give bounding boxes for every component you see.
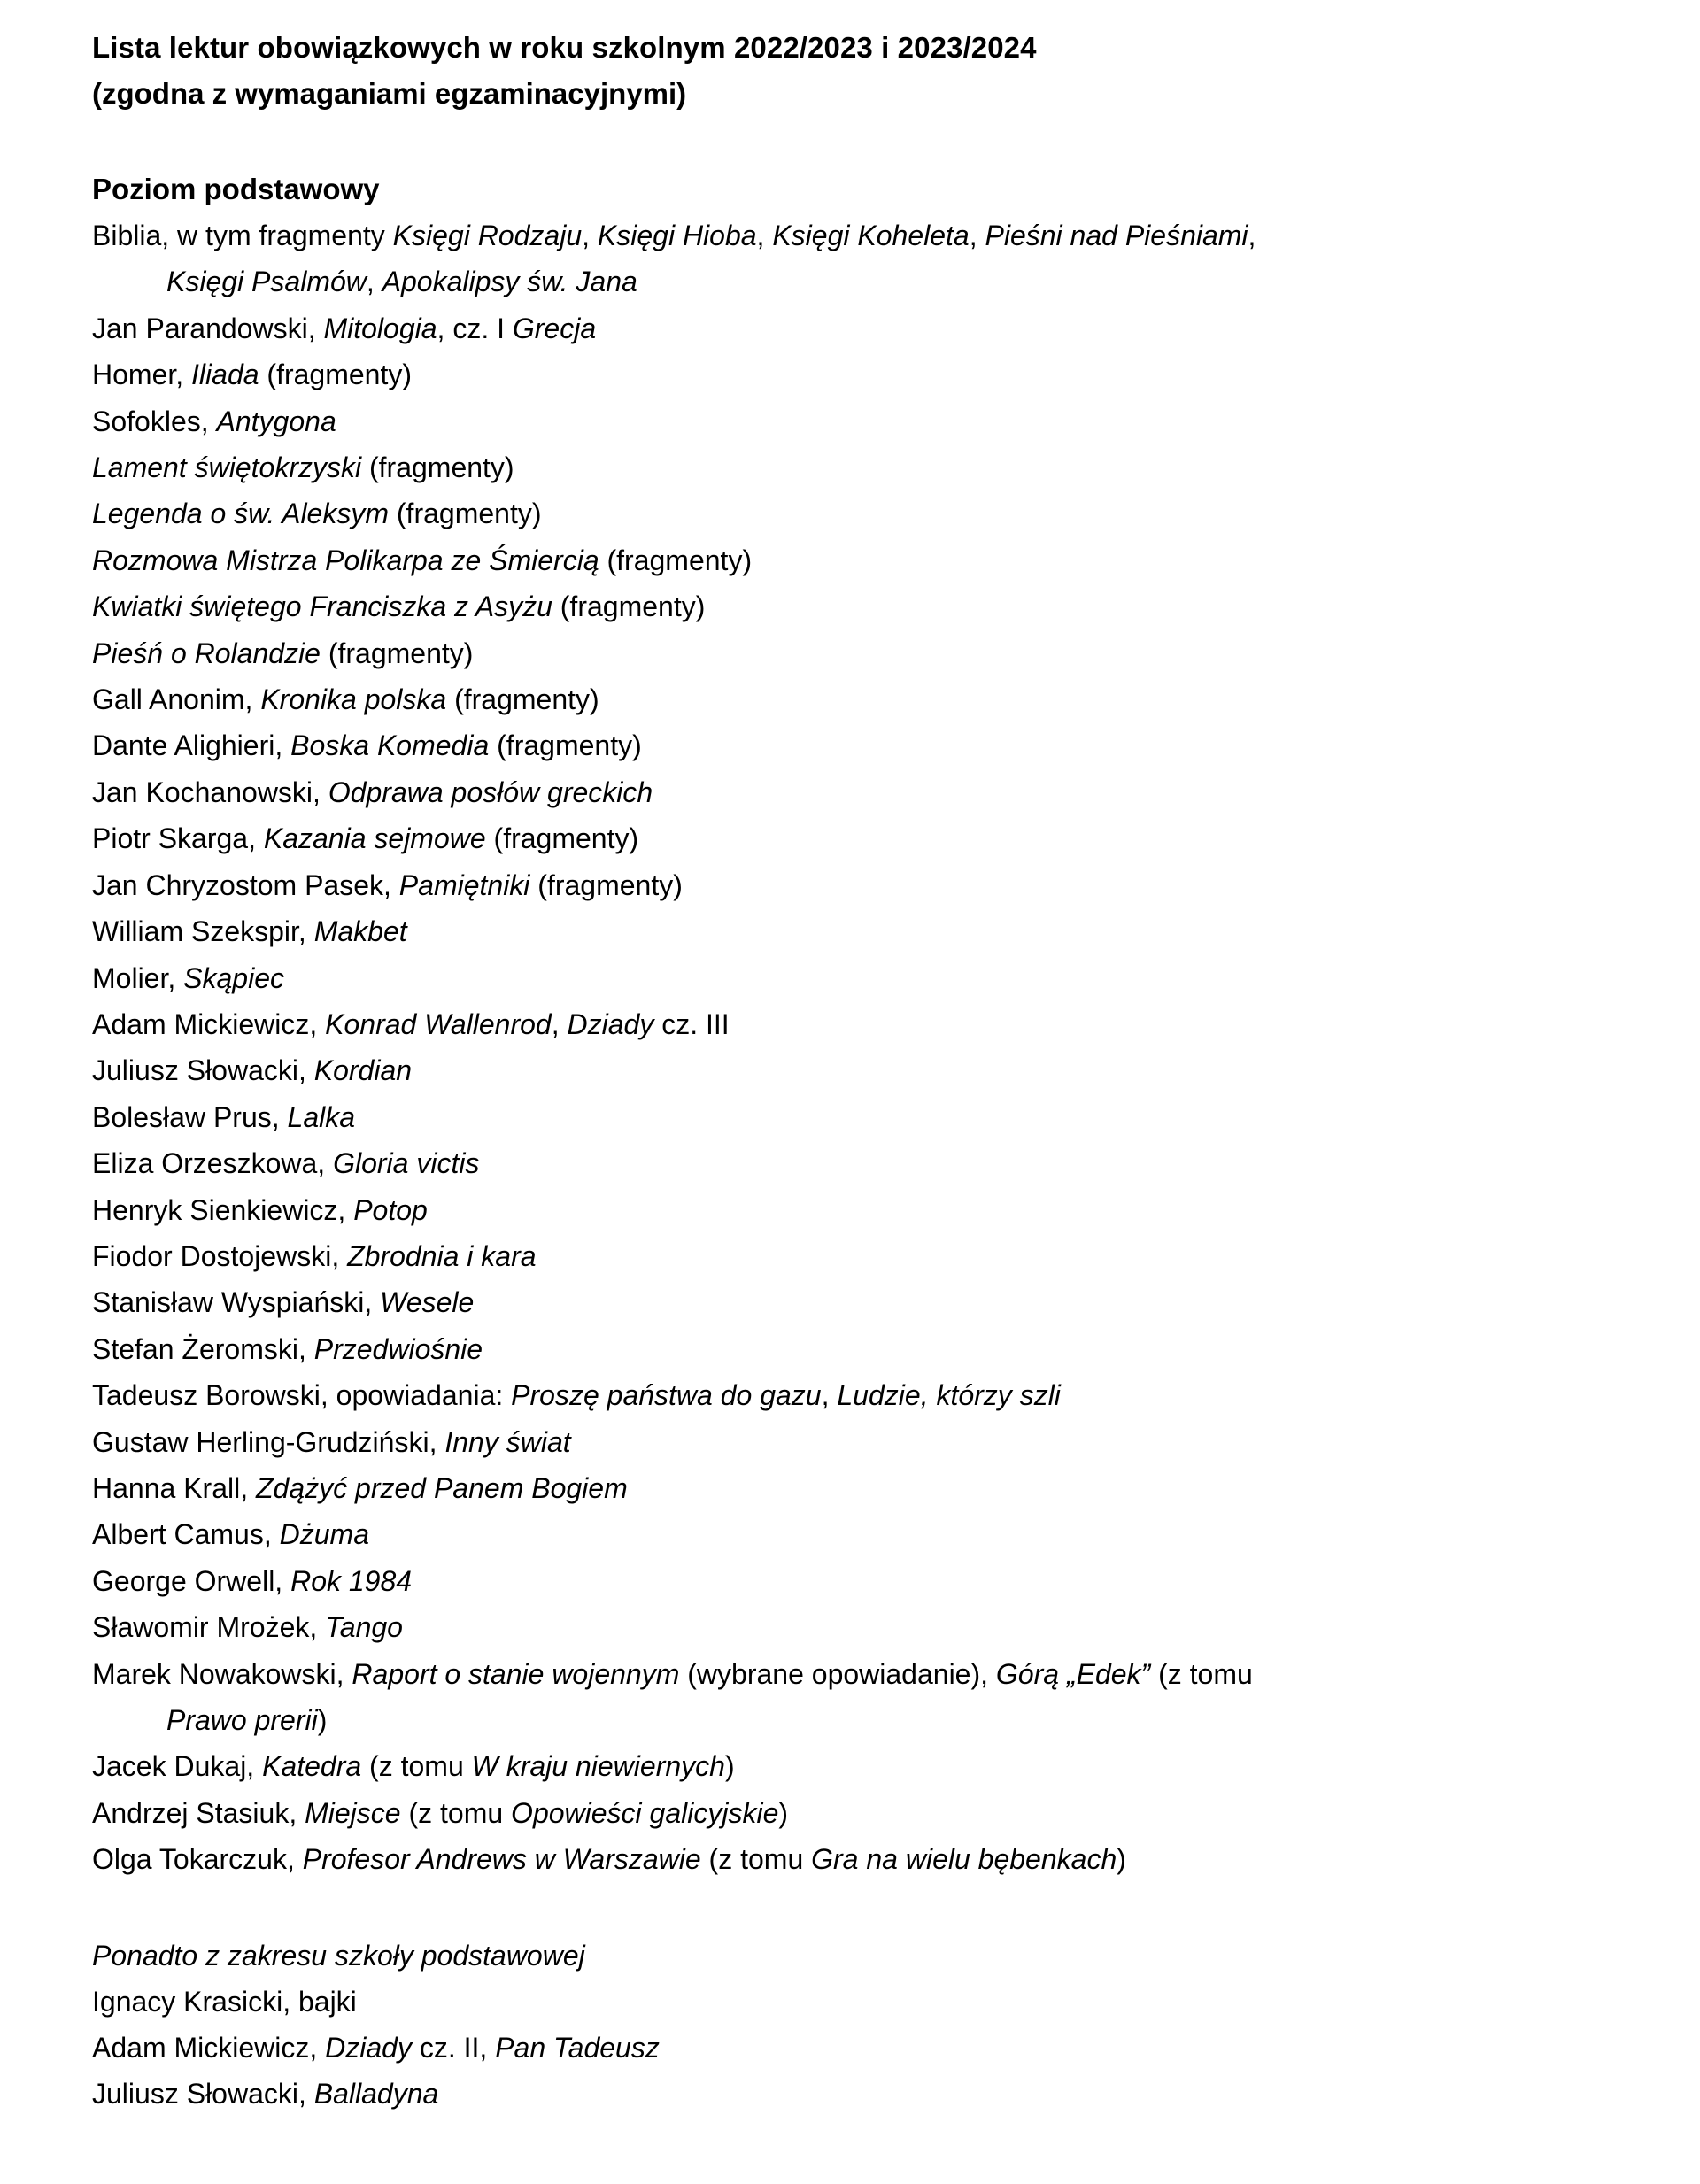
section-heading: Poziom podstawowy	[92, 173, 380, 205]
entry-text: George Orwell,	[92, 1564, 291, 1597]
work-title: Przedwiośnie	[313, 1332, 483, 1365]
entry-text: Juliusz Słowacki,	[92, 1054, 314, 1087]
reading-list-item	[92, 630, 1647, 676]
entry-text: Albert Camus,	[92, 1518, 280, 1551]
entry-text: Sofokles,	[92, 405, 217, 437]
work-title: Księgi Rodzaju	[392, 220, 583, 251]
reading-list-item	[92, 1372, 1647, 1418]
entry-text: (fragmenty)	[599, 544, 753, 576]
entry-text: )	[1117, 1843, 1126, 1876]
reading-list	[92, 1979, 1647, 2118]
entry-text: Jan Parandowski,	[92, 312, 324, 344]
work-title: Wesele	[380, 1286, 475, 1319]
work-title: Inny świat	[444, 1425, 571, 1458]
reading-list-item	[92, 1558, 1647, 1604]
entry-text: Eliza Orzeszkowa,	[92, 1147, 334, 1180]
work-title: W kraju niewiernych	[471, 1750, 725, 1783]
entry-text: (fragmenty)	[389, 498, 542, 530]
reading-list-item	[92, 2071, 1647, 2117]
entry-text: Olga Tokarczuk,	[92, 1843, 303, 1876]
entry-text: ,	[366, 266, 382, 298]
work-title: Legenda o św. Aleksym	[92, 498, 389, 530]
work-title: Księgi Hioba	[597, 220, 757, 251]
reading-list-item	[92, 1233, 1647, 1279]
entry-text: (z tomu	[1150, 1657, 1253, 1690]
reading-list-item	[92, 769, 1647, 815]
reading-list-item	[92, 305, 1647, 351]
work-title: Lament świętokrzyski	[92, 451, 362, 484]
entry-text: Henryk Sienkiewicz,	[92, 1193, 354, 1226]
work-title: Kordian	[313, 1054, 413, 1087]
entry-text: cz. III	[653, 1007, 730, 1040]
entry-text: Adam Mickiewicz,	[92, 2032, 326, 2064]
work-title: Kwiatki świętego Franciszka z Asyżu	[92, 590, 552, 623]
work-title: Gloria victis	[333, 1147, 480, 1180]
entry-text: Piotr Skarga,	[92, 822, 264, 855]
work-title: Gra na wielu bębenkach	[811, 1843, 1117, 1876]
entry-text: Marek Nowakowski,	[92, 1657, 352, 1690]
entry-text: (fragmenty)	[259, 359, 413, 391]
work-title: Balladyna	[313, 2078, 439, 2111]
entry-text: (fragmenty)	[361, 451, 514, 484]
entry-text: (z tomu	[361, 1750, 472, 1783]
work-title: Dżuma	[279, 1518, 369, 1551]
entry-text: ,	[582, 220, 598, 251]
entry-text: Bolesław Prus,	[92, 1100, 288, 1133]
entry-text: Dante Alighieri,	[92, 729, 291, 762]
work-title: Iliada	[191, 359, 259, 391]
work-title: Proszę państwa do gazu	[511, 1379, 822, 1412]
reading-list-item	[92, 1419, 1647, 1465]
entry-text: , cz. I	[437, 312, 513, 344]
entry-text: Molier,	[92, 961, 184, 994]
section-heading: Ponadto z zakresu szkoły podstawowej	[92, 1939, 585, 1972]
entry-text: ,	[969, 220, 985, 251]
reading-list-item	[92, 1140, 1647, 1186]
entry-text: (fragmenty)	[485, 822, 639, 855]
reading-list-item	[92, 1790, 1647, 1836]
reading-list-item	[92, 1836, 1647, 1882]
work-title: Rok 1984	[290, 1564, 413, 1597]
work-title: Dziady	[567, 1007, 654, 1040]
work-title: Zdążyć przed Panem Bogiem	[255, 1471, 628, 1504]
work-title: Tango	[325, 1611, 403, 1644]
entry-text: (fragmenty)	[529, 868, 683, 901]
entry-text: (fragmenty)	[489, 729, 642, 762]
entry-text: ,	[756, 220, 773, 251]
work-title: Rozmowa Mistrza Polikarpa ze Śmiercią	[92, 544, 599, 576]
work-title: Kronika polska	[260, 683, 447, 716]
reading-list-item	[92, 1094, 1647, 1140]
work-title: Odprawa posłów greckich	[328, 776, 653, 808]
work-title: Raport o stanie wojennym	[352, 1657, 680, 1690]
reading-list-item	[92, 722, 1647, 768]
work-title: Lalka	[287, 1100, 356, 1133]
work-title: Zbrodnia i kara	[347, 1239, 537, 1272]
entry-text: Ignacy Krasicki, bajki	[92, 1985, 357, 2018]
entry-text: (wybrane opowiadanie),	[679, 1657, 996, 1690]
entry-text: ,	[821, 1379, 838, 1412]
work-title: Kazania sejmowe	[263, 822, 486, 855]
work-title: Grecja	[512, 312, 597, 344]
work-title: Księgi Koheleta	[772, 220, 970, 251]
reading-list	[92, 212, 1647, 1883]
work-title: Górą „Edek”	[995, 1657, 1151, 1690]
entry-text: )	[778, 1796, 789, 1829]
document-title-line-2: (zgodna z wymaganiami egzaminacyjnymi)	[92, 77, 687, 110]
entry-text: cz. II,	[411, 2032, 496, 2064]
reading-list-item	[92, 537, 1647, 583]
reading-list-item-continuation	[92, 1697, 1647, 1743]
entry-text: (fragmenty)	[446, 683, 599, 716]
work-title: Prawo prerii	[166, 1704, 318, 1736]
entry-text: Gall Anonim,	[92, 683, 261, 716]
entry-text: Stanisław Wyspiański,	[92, 1286, 381, 1319]
work-title: Miejsce	[305, 1796, 401, 1829]
work-title: Antygona	[216, 405, 336, 437]
entry-text: Biblia, w tym fragmenty	[92, 220, 393, 251]
entry-text: Jan Chryzostom Pasek,	[92, 868, 399, 901]
entry-text: (z tomu	[700, 1843, 812, 1876]
reading-list-item	[92, 444, 1647, 490]
reading-list-item	[92, 1604, 1647, 1650]
entry-text: ,	[551, 1007, 568, 1040]
reading-list-item	[92, 955, 1647, 1001]
entry-text: Sławomir Mrożek,	[92, 1611, 326, 1644]
entry-text: ,	[1248, 220, 1256, 251]
entry-text: Adam Mickiewicz,	[92, 1007, 326, 1040]
work-title: Apokalipsy św. Jana	[382, 266, 638, 298]
entry-text: (fragmenty)	[320, 637, 474, 669]
reading-list-item	[92, 908, 1647, 954]
work-title: Księgi Psalmów	[166, 266, 367, 298]
work-title: Boska Komedia	[290, 729, 490, 762]
sections-container	[92, 117, 1647, 2118]
document-title-line-1: Lista lektur obowiązkowych w roku szkolnym 2022/2023 i 2023/2024	[92, 31, 1037, 64]
work-title: Dziady	[325, 2032, 412, 2064]
work-title: Potop	[353, 1193, 428, 1226]
entry-text: Stefan Żeromski,	[92, 1332, 314, 1365]
work-title: Pieśni nad Pieśniami	[985, 220, 1248, 251]
entry-text: Homer,	[92, 359, 192, 391]
work-title: Opowieści galicyjskie	[511, 1796, 779, 1829]
reading-list-item	[92, 1047, 1647, 1093]
reading-list-item	[92, 1979, 1647, 2025]
entry-text: Jan Kochanowski,	[92, 776, 328, 808]
work-title: Pieśń o Rolandzie	[92, 637, 321, 669]
reading-list-item	[92, 398, 1647, 444]
reading-list-item	[92, 351, 1647, 397]
reading-list-item	[92, 490, 1647, 536]
reading-list-item	[92, 676, 1647, 722]
entry-text: Tadeusz Borowski, opowiadania:	[92, 1379, 512, 1412]
work-title: Profesor Andrews w Warszawie	[302, 1843, 701, 1876]
reading-list-item	[92, 1743, 1647, 1789]
reading-list-item	[92, 1326, 1647, 1372]
work-title: Pamiętniki	[398, 868, 530, 901]
entry-text: )	[317, 1704, 328, 1736]
entry-text: )	[724, 1750, 735, 1783]
reading-list-item	[92, 1511, 1647, 1557]
work-title: Konrad Wallenrod	[325, 1007, 552, 1040]
reading-list-item	[92, 1001, 1647, 1047]
work-title: Pan Tadeusz	[495, 2032, 660, 2064]
entry-text: Fiodor Dostojewski,	[92, 1239, 348, 1272]
reading-list-item	[92, 1279, 1647, 1325]
reading-list-item	[92, 2025, 1647, 2071]
entry-text: (fragmenty)	[552, 590, 706, 623]
section-spacer	[92, 1883, 1647, 1933]
work-title: Ludzie, którzy szli	[837, 1379, 1061, 1412]
entry-text: Andrzej Stasiuk,	[92, 1796, 305, 1829]
reading-list-item	[92, 1187, 1647, 1233]
reading-list-item	[92, 862, 1647, 908]
reading-list-item-continuation	[92, 259, 1647, 305]
entry-text: William Szekspir,	[92, 915, 314, 948]
entry-text: (z tomu	[400, 1796, 512, 1829]
reading-list-item	[92, 1465, 1647, 1511]
reading-list-item	[92, 815, 1647, 861]
work-title: Makbet	[313, 915, 407, 948]
entry-text: Hanna Krall,	[92, 1471, 256, 1504]
work-title: Katedra	[262, 1750, 362, 1783]
entry-text: Juliusz Słowacki,	[92, 2078, 314, 2111]
reading-list-item	[92, 583, 1647, 629]
reading-list-item	[92, 212, 1647, 305]
entry-text: Jacek Dukaj,	[92, 1750, 263, 1783]
entry-text: Gustaw Herling-Grudziński,	[92, 1425, 445, 1458]
reading-list-item	[92, 1651, 1647, 1744]
work-title: Skąpiec	[183, 961, 284, 994]
work-title: Mitologia	[323, 312, 437, 344]
section-spacer	[92, 117, 1647, 166]
